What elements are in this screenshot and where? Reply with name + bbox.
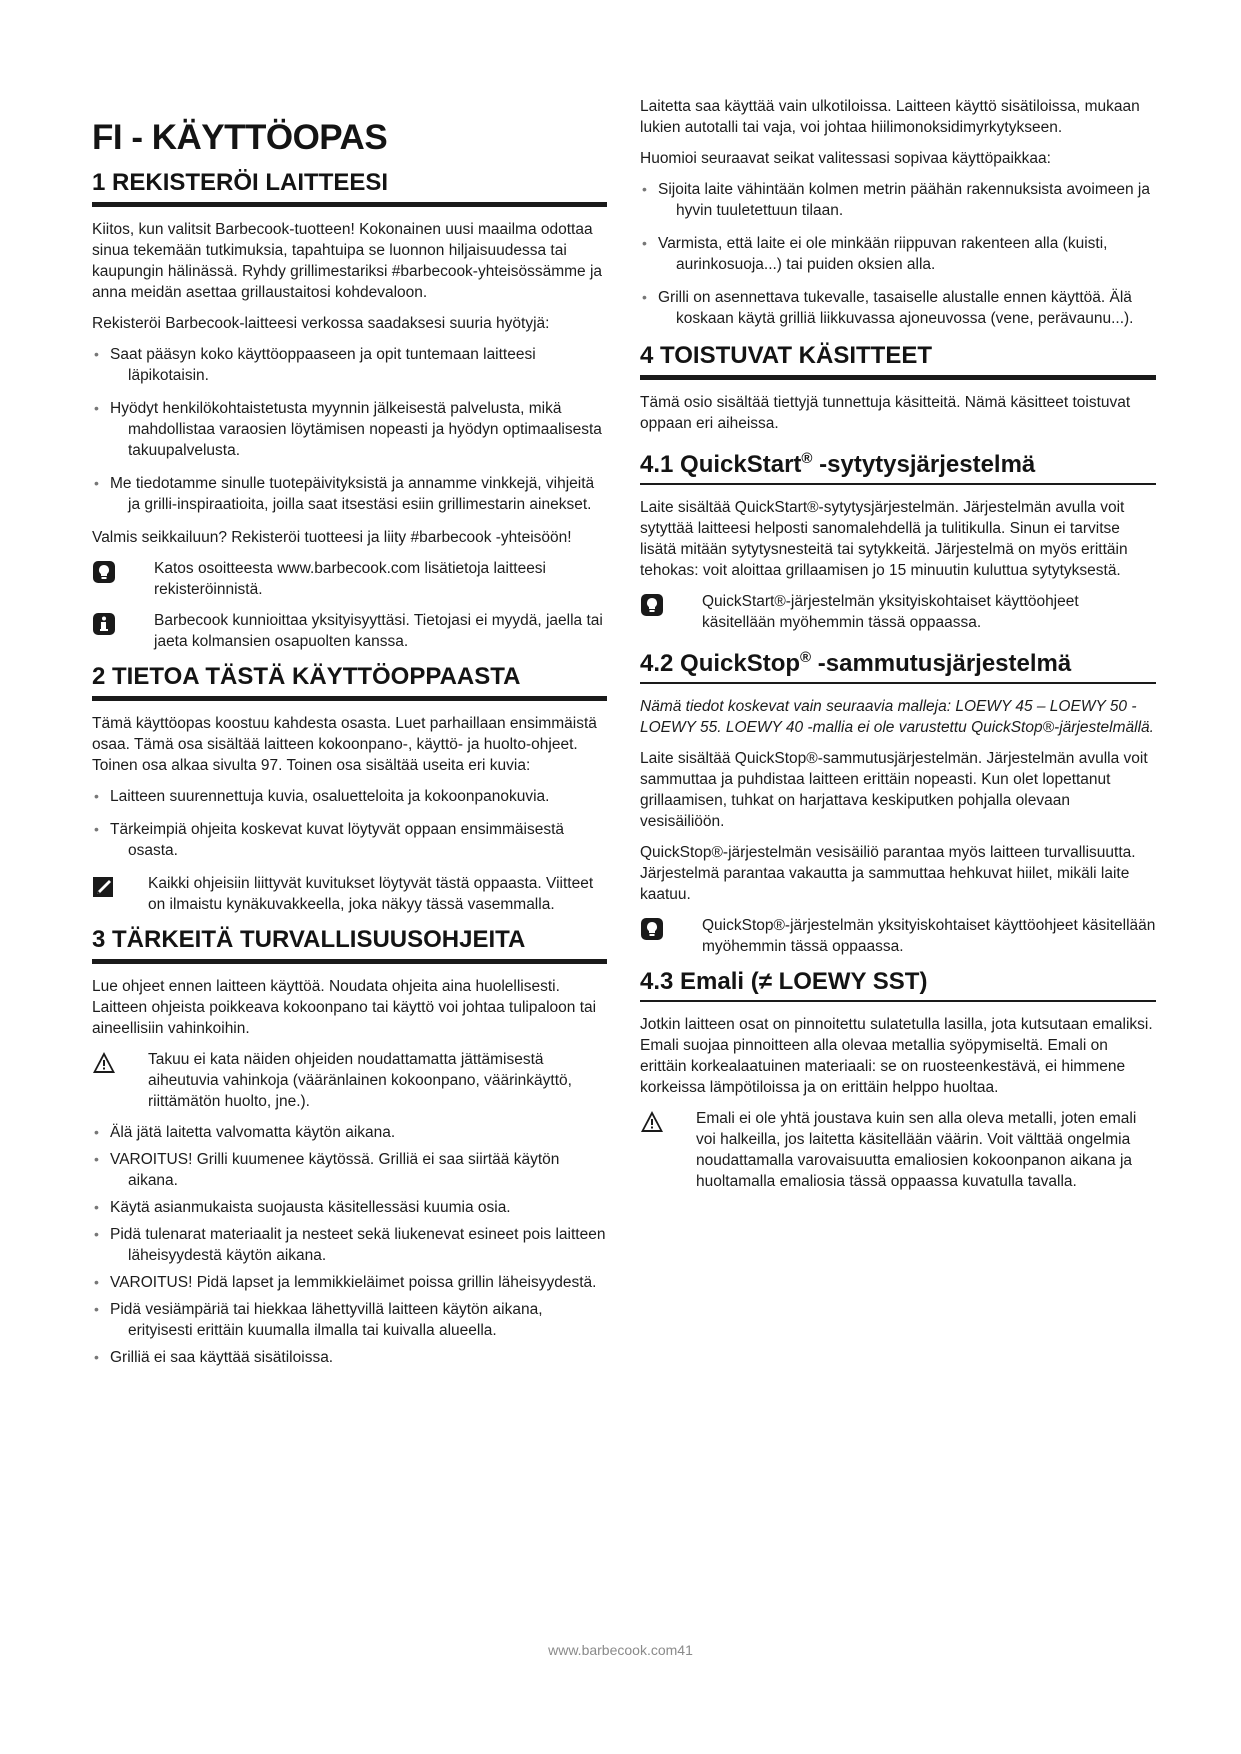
info-note [92, 610, 607, 652]
quickstart-tip-note [640, 591, 1156, 633]
outdoor-use-text: Laitetta saa käyttää vain ulkotiloissa. Laitteen käyttö sisätiloissa, mukaan lukien autotalli tai vaja, voi johtaa hiilimonoksidimyrkytykseen. [640, 98, 1140, 136]
list-item: • VAROITUS! Grilli kuumenee käytössä. Grilliä ei saa siirtää käytön aikana. [92, 1149, 607, 1191]
lightbulb-icon [640, 593, 664, 617]
section-2-heading: 2 TIETOA TÄSTÄ KÄYTTÖOPPAASTA [92, 662, 607, 701]
pen-icon [92, 875, 116, 899]
list-item: • Käytä asianmukaista suojausta käsitellessäsi kuumia osia. [92, 1197, 607, 1218]
section-3-intro: Lue ohjeet ennen laitteen käyttöä. Noudata ohjeita aina huolellisesti. Laitteen ohjeista poikkeava kokoonpano tai käyttö voi johtaa tulipaloon tai aineellisiin vahinkoihin. [92, 978, 597, 1037]
section-1-register-text: Rekisteröi Barbecook-laitteesi verkossa saadaksesi suuria hyötyjä: [92, 315, 550, 332]
warning-note-text: Takuu ei kata näiden ohjeiden noudattamatta jättämisestä aiheutuvia vahinkoja (vääränlainen kokoonpano, väärinkäyttö, riittämätön huolto, jne.). [148, 1051, 572, 1110]
section-3-heading: 3 TÄRKEITÄ TURVALLISUUSOHJEITA [92, 925, 607, 964]
section-1-heading: 1 REKISTERÖI LAITTEESI [92, 168, 607, 207]
right-column [640, 96, 1156, 1202]
section-4-2-heading: 4.2 QuickStop® -sammutusjärjestelmä [640, 643, 1156, 684]
warning-icon [640, 1110, 664, 1134]
quickstart-text: Laite sisältää QuickStart®-sytytysjärjestelmän. Järjestelmän avulla voit sytyttää laitteesi helposti sanomalehdellä ja tulitikulla. Sinun ei tarvitse lisätä mitään sytytysnesteitä tai sytykkeitä. Järjestelmä on myös erittäin tehokas: voit aloittaa grillaamisen jo 15 minuutin kuluttua sytytyksestä. [640, 499, 1128, 579]
lightbulb-icon [92, 560, 116, 584]
left-column [92, 96, 607, 1376]
list-item: • Hyödyt henkilökohtaistetusta myynnin jälkeisestä palvelusta, mikä mahdollistaa varaosien löytämisen nopeasti ja hyödyn optimaalisesta takuupalvelusta. [92, 398, 607, 461]
quickstart-tip-text: QuickStart®-järjestelmän yksityiskohtaiset käyttöohjeet käsitellään myöhemmin tässä oppaassa. [702, 593, 1079, 631]
pen-note-text: Kaikki ohjeisiin liittyvät kuvitukset löytyvät tästä oppaasta. Viitteet on ilmaistu kynäkuvakkeella, joka näkyy tässä vasemmalla. [148, 875, 594, 913]
document-title: FI - KÄYTTÖOPAS [92, 118, 388, 157]
enamel-warning-note [640, 1108, 1156, 1192]
section-1-intro: Kiitos, kun valitsit Barbecook-tuotteen! Kokonainen uusi maailma odottaa sinua tekemään tutkimuksia, tapahtuipa se luonnon hiljaisuudessa tai kaupungin hälinässä. Ryhdy grillimestariksi #barbecook-yhteisössämme ja anna meidän asettaa grillaustaitosi kohdevaloon. [92, 221, 603, 301]
tip-note-text: Katos osoitteesta www.barbecook.com lisätietoja laitteesi rekisteröinnistä. [154, 560, 547, 598]
warning-note [92, 1049, 607, 1112]
list-item: • Sijoita laite vähintään kolmen metrin päähän rakennuksista avoimeen ja hyvin tuuletettuun tilaan. [640, 179, 1156, 221]
quickstop-tip-note [640, 915, 1156, 957]
warning-icon [92, 1051, 116, 1075]
list-item: • Me tiedotamme sinulle tuotepäivityksistä ja annamme vinkkejä, vihjeitä ja grilli-inspiraatioita, joilla saat itsestäsi esiin grillimestarin ainekset. [92, 473, 607, 515]
list-item: • VAROITUS! Pidä lapset ja lemmikkieläimet poissa grillin läheisyydestä. [92, 1272, 607, 1293]
safety-list [92, 1122, 607, 1368]
list-item: • Tärkeimpiä ohjeita koskevat kuvat löytyvät oppaan ensimmäisestä osasta. [92, 819, 607, 861]
section-2-intro: Tämä käyttöopas koostuu kahdesta osasta. Luet parhaillaan ensimmäistä osaa. Tämä osa sisältää laitteen kokoonpano-, käyttö- ja huolto-ohjeet. Toinen osa alkaa sivulta 97. Toinen osa sisältää useita eri kuvia: [92, 715, 597, 774]
section-4-heading: 4 TOISTUVAT KÄSITTEET [640, 341, 1156, 380]
list-item: • Grilliä ei saa käyttää sisätiloissa. [92, 1347, 607, 1368]
pen-note [92, 873, 607, 915]
location-intro: Huomioi seuraavat seikat valitessasi sopivaa käyttöpaikkaa: [640, 150, 1051, 167]
quickstop-models-note: Nämä tiedot koskevat vain seuraavia malleja: LOEWY 45 – LOEWY 50 - LOEWY 55. LOEWY 40 -mallia ei ole varustettu QuickStop®-järjestelmällä. [640, 698, 1154, 736]
list-item: • Pidä tulenarat materiaalit ja nesteet sekä liukenevat esineet pois laitteen läheisyydestä käytön aikana. [92, 1224, 607, 1266]
enamel-warning-text: Emali ei ole yhtä joustava kuin sen alla oleva metalli, joten emali voi halkeilla, jos laitetta käsitellään väärin. Voit välttää ongelmia noudattamalla varovaisuutta emaliosien kokoonpanon aikana ja huoltamalla emaliosia tässä oppaassa kuvatulla tavalla. [696, 1110, 1137, 1190]
page-footer: www.barbecook.com41 [548, 1642, 693, 1658]
list-item: • Älä jätä laitetta valvomatta käytön aikana. [92, 1122, 607, 1143]
list-item: • Laitteen suurennettuja kuvia, osaluetteloita ja kokoonpanokuvia. [92, 786, 607, 807]
info-note-text: Barbecook kunnioittaa yksityisyyttäsi. Tietojasi ei myydä, jaella tai jaeta kolmansien osapuolten kanssa. [154, 612, 603, 650]
pictures-list [92, 786, 607, 861]
section-4-1-heading: 4.1 QuickStart® -sytytysjärjestelmä [640, 444, 1156, 485]
quickstop-text: Laite sisältää QuickStop®-sammutusjärjestelmän. Järjestelmän avulla voit sammuttaa ja puhdistaa laitteen erittäin nopeasti. Kun olet lopettanut grillaamisen, tuhkat on harjattava keskiputken pohjalla olevaan vesisäiliöön. [640, 750, 1148, 830]
list-item: • Varmista, että laite ei ole minkään riippuvan rakenteen alla (kuisti, aurinkosuoja...) tai puiden oksien alla. [640, 233, 1156, 275]
section-4-3-heading: 4.3 Emali (≠ LOEWY SST) [640, 967, 1156, 1002]
quickstop-tip-text: QuickStop®-järjestelmän yksityiskohtaiset käyttöohjeet käsitellään myöhemmin tässä oppaassa. [702, 917, 1156, 955]
section-4-intro: Tämä osio sisältää tiettyjä tunnettuja käsitteitä. Nämä käsitteet toistuvat oppaan eri aiheissa. [640, 394, 1131, 432]
info-icon [92, 612, 116, 636]
section-1-cta: Valmis seikkailuun? Rekisteröi tuotteesi ja liity #barbecook -yhteisöön! [92, 529, 572, 546]
list-item: • Grilli on asennettava tukevalle, tasaiselle alustalle ennen käyttöä. Älä koskaan käytä grilliä liikkuvassa ajoneuvossa (vene, perävaunu...). [640, 287, 1156, 329]
list-item: • Saat pääsyn koko käyttöoppaaseen ja opit tuntemaan laitteesi läpikotaisin. [92, 344, 607, 386]
lightbulb-icon [640, 917, 664, 941]
tip-note [92, 558, 607, 600]
quickstop-safety-text: QuickStop®-järjestelmän vesisäiliö parantaa myös laitteen turvallisuutta. Järjestelmä parantaa vakautta ja sammuttaa hehkuvat hiilet, mikäli laite kaatuu. [640, 844, 1136, 903]
benefits-list [92, 344, 607, 515]
enamel-text: Jotkin laitteen osat on pinnoitettu sulatetulla lasilla, jota kutsutaan emaliksi. Emali suojaa pinnoitteen alla olevaa metallia syöpymiseltä. Emali on erittäin korkealaatuinen materiaali: se on ruosteenkestävä, ei himmene korkeissa lämpötiloissa ja on erittäin helppo huoltaa. [640, 1016, 1153, 1096]
location-list [640, 179, 1156, 329]
list-item: • Pidä vesiämpäriä tai hiekkaa lähettyvillä laitteen käytön aikana, erityisesti erittäin kuumalla ilmalla tai kuivalla alueella. [92, 1299, 607, 1341]
